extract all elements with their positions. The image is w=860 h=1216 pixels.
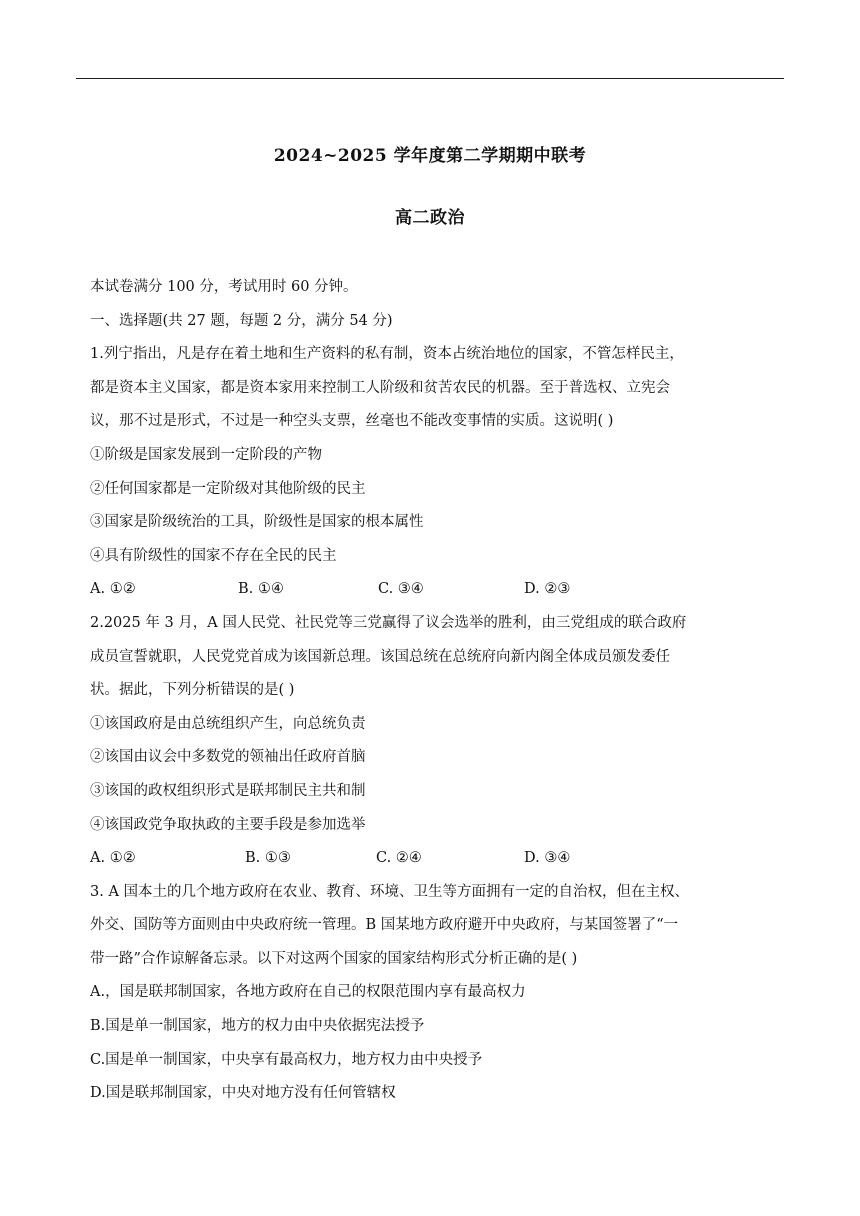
option-a: A.，国是联邦制国家，各地方政府在自己的权限范围内享有最高权力	[90, 984, 526, 1001]
option-c: C.国是单一制国家，中央享有最高权力，地方权力由中央授予	[90, 1051, 483, 1068]
question-2	[90, 612, 790, 881]
statement-item: ②该国由议会中多数党的领袖出任政府首脑	[90, 749, 366, 766]
option-a: A. ①②	[90, 581, 136, 598]
statement-item: ①该国政府是由总统组织产生，向总统负责	[90, 715, 366, 732]
question-stem-line: 外交、国防等方面则由中央政府统一管理。B 国某地方政府避开中央政府，与某国签署了“一	[90, 917, 679, 934]
answer-options	[90, 578, 790, 612]
question-stem-line: 议，那不过是形式，不过是一种空头支票，丝毫也不能改变事情的实质。这说明( )	[90, 413, 614, 430]
option-b: B.国是单一制国家，地方的权力由中央依据宪法授予	[90, 1018, 425, 1035]
question-stem-line: 带一路”合作谅解备忘录。以下对这两个国家的国家结构形式分析正确的是( )	[90, 950, 578, 967]
question-1	[90, 343, 790, 612]
subject-title: 高二政治	[395, 208, 465, 228]
question-stem-line: 都是资本主义国家，都是资本家用来控制工人阶级和贫苦农民的机器。至于普选权、立宪会	[90, 379, 670, 396]
exam-body	[90, 276, 790, 1116]
question-stem-line: 成员宣誓就职，人民党党首成为该国新总理。该国总统在总统府向新内阁全体成员颁发委任	[90, 648, 670, 665]
question-stem-line: 状。据此，下列分析错误的是( )	[90, 682, 295, 699]
question-stem-line: 1.列宁指出，凡是存在着土地和生产资料的私有制，资本占统治地位的国家，不管怎样民主，	[90, 346, 684, 363]
question-3	[90, 881, 790, 1116]
option-d: D.国是联邦制国家，中央对地方没有任何管辖权	[90, 1085, 396, 1102]
option-c: C. ②④	[376, 850, 422, 867]
answer-options	[90, 847, 790, 881]
exam-intro: 本试卷满分 100 分，考试用时 60 分钟。	[90, 279, 358, 295]
statement-item: ③该国的政权组织形式是联邦制民主共和制	[90, 782, 366, 799]
option-b: B. ①④	[238, 581, 284, 598]
option-c: C. ③④	[378, 581, 424, 598]
option-a: A. ①②	[90, 850, 136, 867]
option-d: D. ②③	[524, 581, 571, 598]
statement-item: ④具有阶级性的国家不存在全民的民主	[90, 547, 337, 564]
question-stem-line: 3. A 国本土的几个地方政府在农业、教育、环境、卫生等方面拥有一定的自治权，但在主权、	[90, 883, 690, 900]
statement-item: ②任何国家都是一定阶级对其他阶级的民主	[90, 480, 366, 497]
exam-title: 2024~2025 学年度第二学期期中联考	[273, 146, 587, 166]
section-heading: 一、选择题(共 27 题，每题 2 分，满分 54 分)	[90, 312, 393, 329]
header-rule	[76, 78, 784, 79]
option-b: B. ①③	[245, 850, 291, 867]
option-d: D. ③④	[524, 850, 571, 867]
statement-item: ③国家是阶级统治的工具，阶级性是国家的根本属性	[90, 514, 424, 531]
statement-item: ①阶级是国家发展到一定阶段的产物	[90, 446, 322, 463]
question-stem-line: 2.2025 年 3 月，A 国人民党、社民党等三党赢得了议会选举的胜利，由三党组成的联合政府	[90, 614, 687, 631]
statement-item: ④该国政党争取执政的主要手段是参加选举	[90, 816, 366, 833]
